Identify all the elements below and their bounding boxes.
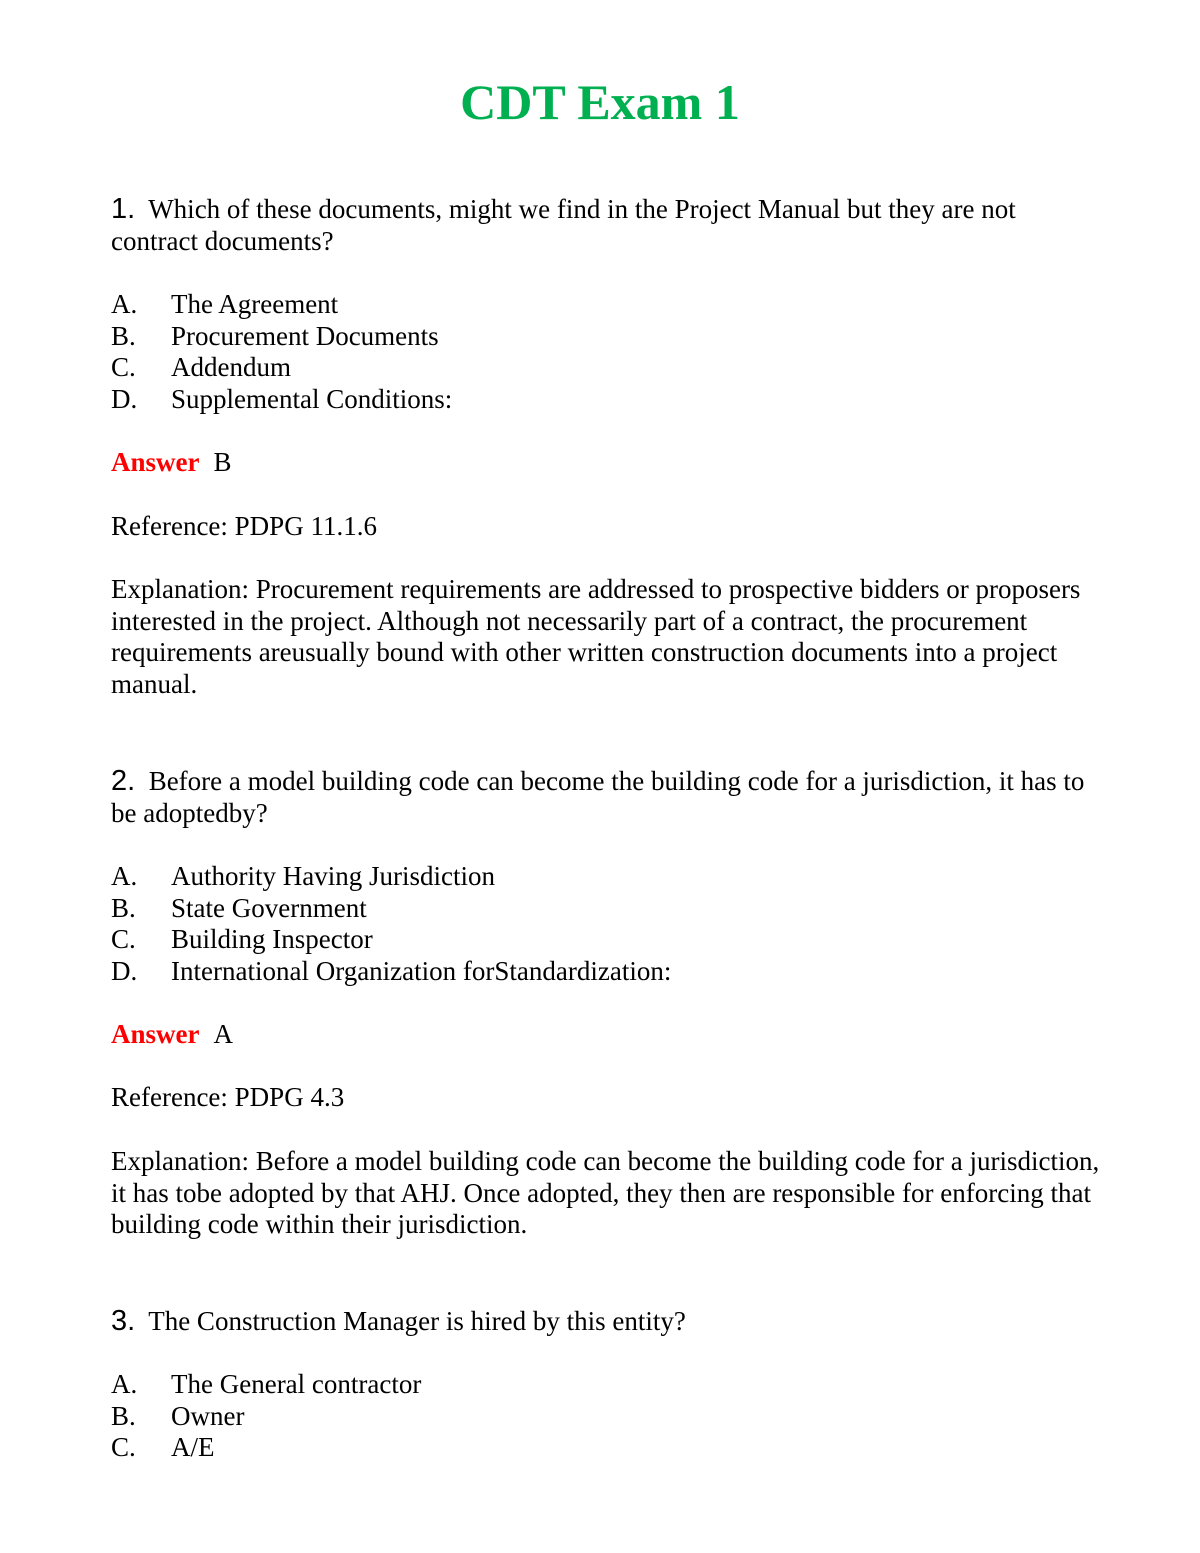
option-text: International Organization forStandardization: [171, 955, 672, 986]
option-letter: A. [111, 861, 138, 891]
option-text: A/E [171, 1432, 215, 1462]
option-text: Owner [171, 1400, 245, 1431]
option-b [111, 1401, 1106, 1433]
question-text: 2. Before a model building code can become the building code for a jurisdiction, it has to be adoptedby? [111, 765, 1085, 828]
question-2 [111, 766, 1106, 829]
option-text: Authority Having Jurisdiction [171, 861, 495, 891]
option-letter: C. [111, 924, 136, 954]
option-d [111, 956, 1106, 988]
option-c [111, 352, 1106, 384]
option-text: Procurement Documents [171, 320, 439, 351]
option-text: Building Inspector [171, 924, 373, 954]
option-letter: D. [111, 955, 138, 986]
reference: Reference: PDPG 4.3 [111, 1082, 345, 1112]
question-3 [111, 1306, 1106, 1338]
option-letter: A. [111, 1369, 138, 1399]
option-letter: C. [111, 352, 136, 382]
option-d [111, 384, 1106, 416]
option-a [111, 289, 1106, 321]
option-letter: B. [111, 320, 136, 351]
option-text: The Agreement [171, 289, 339, 319]
option-b [111, 893, 1106, 925]
option-a [111, 1369, 1106, 1401]
answer-label: Answer [111, 1019, 200, 1049]
option-text: The General contractor [171, 1369, 422, 1399]
options-list [111, 861, 1106, 987]
option-letter: D. [111, 383, 138, 414]
answer-value: A [213, 1019, 233, 1049]
explanation: Explanation: Procurement requirements are addressed to prospective bidders or proposers interested in the project. Although not necessarily part of a contract, the procurement requirements areusually bound with other written construction documents into a project manual. [111, 574, 1081, 699]
options-list [111, 1369, 1106, 1464]
answer-label: Answer [111, 447, 200, 477]
option-letter: C. [111, 1432, 136, 1462]
options-list [111, 289, 1106, 415]
option-letter: B. [111, 892, 136, 923]
option-c [111, 924, 1106, 956]
option-letter: A. [111, 289, 138, 319]
question-1 [111, 194, 1106, 257]
question-number: 3. [111, 1305, 136, 1337]
page-title: CDT Exam 1 [460, 74, 740, 130]
option-text: Supplemental Conditions: [171, 383, 453, 414]
question-text: 3. The Construction Manager is hired by this entity? [111, 1305, 686, 1337]
question-text: 1. Which of these documents, might we find in the Project Manual but they are not contract documents? [111, 193, 1016, 256]
question-number: 2. [111, 765, 136, 797]
answer-line [111, 1019, 1106, 1051]
option-text: State Government [171, 892, 367, 923]
option-b [111, 321, 1106, 353]
option-text: Addendum [171, 352, 291, 382]
answer-line [111, 447, 1106, 479]
option-a [111, 861, 1106, 893]
option-letter: B. [111, 1400, 136, 1431]
option-c [111, 1432, 1106, 1464]
reference: Reference: PDPG 11.1.6 [111, 511, 377, 541]
explanation: Explanation: Before a model building code can become the building code for a jurisdiction, it has tobe adopted by that AHJ. Once adopted, they then are responsible for enforcing that building code within their jurisdiction. [111, 1146, 1100, 1239]
answer-value: B [213, 447, 232, 477]
question-number: 1. [111, 193, 136, 225]
